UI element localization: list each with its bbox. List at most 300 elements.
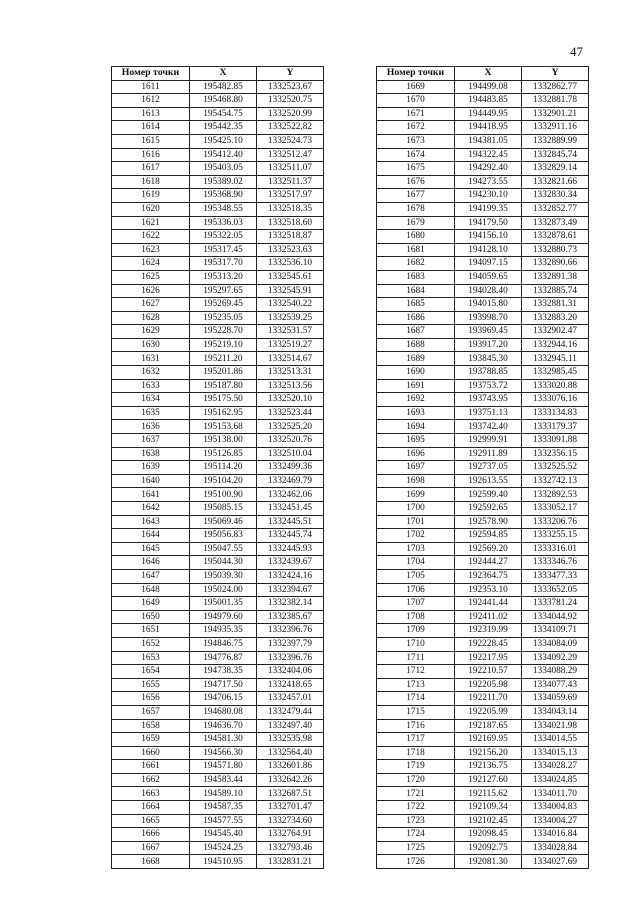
y-coordinate-cell: 1333652.05 [522,583,589,597]
table-row [112,814,324,828]
y-coordinate-cell: 1332881.78 [522,94,589,108]
point-number-cell: 1677 [377,189,455,203]
point-number-cell: 1713 [377,678,455,692]
table-row [377,665,589,679]
point-number-cell: 1663 [112,787,190,801]
table-row [112,828,324,842]
table-row [377,406,589,420]
y-coordinate-cell: 1334084.09 [522,637,589,651]
y-coordinate-cell: 1334077.43 [522,678,589,692]
x-coordinate-cell: 195056.83 [190,529,257,543]
y-coordinate-cell: 1334059.69 [522,692,589,706]
point-number-cell: 1651 [112,624,190,638]
x-coordinate-cell: 195269.45 [190,298,257,312]
x-coordinate-cell: 192169.95 [455,733,522,747]
point-number-cell: 1665 [112,814,190,828]
y-coordinate-cell: 1332830.34 [522,189,589,203]
y-coordinate-cell: 1332396.76 [257,651,324,665]
column-header-point: Номер точки [377,67,455,81]
point-number-cell: 1624 [112,257,190,271]
x-coordinate-cell: 194589.10 [190,787,257,801]
x-coordinate-cell: 194571.80 [190,760,257,774]
table-row [377,569,589,583]
table-row [112,515,324,529]
point-number-cell: 1718 [377,746,455,760]
x-coordinate-cell: 194381.05 [455,134,522,148]
table-row [377,243,589,257]
y-coordinate-cell: 1332469.79 [257,474,324,488]
y-coordinate-cell: 1333091.88 [522,434,589,448]
table-row [377,624,589,638]
y-coordinate-cell: 1332523.67 [257,80,324,94]
point-number-cell: 1631 [112,352,190,366]
y-coordinate-cell: 1332404.06 [257,665,324,679]
y-coordinate-cell: 1334109.71 [522,624,589,638]
y-coordinate-cell: 1332945.11 [522,352,589,366]
x-coordinate-cell: 195412.40 [190,148,257,162]
table-row [112,80,324,94]
y-coordinate-cell: 1334044.92 [522,610,589,624]
table-row [112,366,324,380]
x-coordinate-cell: 194738.35 [190,665,257,679]
y-coordinate-cell: 1334043.14 [522,705,589,719]
point-number-cell: 1652 [112,637,190,651]
table-row [377,420,589,434]
x-coordinate-cell: 192210.57 [455,665,522,679]
y-coordinate-cell: 1332511.37 [257,175,324,189]
point-number-cell: 1684 [377,284,455,298]
table-row [377,787,589,801]
y-coordinate-cell: 1333346.76 [522,556,589,570]
point-number-cell: 1691 [377,379,455,393]
y-coordinate-cell: 1332382.14 [257,597,324,611]
point-number-cell: 1707 [377,597,455,611]
y-coordinate-cell: 1332531.57 [257,325,324,339]
y-coordinate-cell: 1332517.97 [257,189,324,203]
x-coordinate-cell: 195317.70 [190,257,257,271]
y-coordinate-cell: 1332545.91 [257,284,324,298]
table-row [377,148,589,162]
y-coordinate-cell: 1334004.27 [522,814,589,828]
table-row [377,583,589,597]
table-row [112,488,324,502]
table-row [112,284,324,298]
x-coordinate-cell: 195153.68 [190,420,257,434]
x-coordinate-cell: 193845.30 [455,352,522,366]
x-coordinate-cell: 192911.89 [455,447,522,461]
point-number-cell: 1705 [377,569,455,583]
table-row [377,637,589,651]
point-number-cell: 1696 [377,447,455,461]
x-coordinate-cell: 195162.95 [190,406,257,420]
x-coordinate-cell: 195482.85 [190,80,257,94]
table-row [377,692,589,706]
table-row [377,773,589,787]
x-coordinate-cell: 194418.95 [455,121,522,135]
y-coordinate-cell: 1334015.13 [522,746,589,760]
y-coordinate-cell: 1332396.76 [257,624,324,638]
table-row [112,434,324,448]
point-number-cell: 1687 [377,325,455,339]
x-coordinate-cell: 192594.85 [455,529,522,543]
x-coordinate-cell: 194156.10 [455,230,522,244]
x-coordinate-cell: 194935.35 [190,624,257,638]
table-row [377,189,589,203]
x-coordinate-cell: 194230.10 [455,189,522,203]
table-row [377,175,589,189]
point-number-cell: 1629 [112,325,190,339]
x-coordinate-cell: 192102.45 [455,814,522,828]
point-number-cell: 1681 [377,243,455,257]
x-coordinate-cell: 195442.35 [190,121,257,135]
table-row [112,175,324,189]
y-coordinate-cell: 1332518.35 [257,202,324,216]
table-row [377,529,589,543]
point-number-cell: 1703 [377,542,455,556]
point-number-cell: 1659 [112,733,190,747]
table-header-row [377,67,589,81]
y-coordinate-cell: 1332881.31 [522,298,589,312]
y-coordinate-cell: 1332385.67 [257,610,324,624]
y-coordinate-cell: 1334024.85 [522,773,589,787]
point-number-cell: 1637 [112,434,190,448]
y-coordinate-cell: 1332764.91 [257,828,324,842]
y-coordinate-cell: 1332852.77 [522,202,589,216]
point-number-cell: 1632 [112,366,190,380]
table-row [377,379,589,393]
table-row [112,230,324,244]
x-coordinate-cell: 193969.45 [455,325,522,339]
point-number-cell: 1644 [112,529,190,543]
table-row [112,746,324,760]
x-coordinate-cell: 195187.80 [190,379,257,393]
x-coordinate-cell: 194846.75 [190,637,257,651]
point-number-cell: 1715 [377,705,455,719]
point-number-cell: 1638 [112,447,190,461]
y-coordinate-cell: 1333206.76 [522,515,589,529]
y-coordinate-cell: 1332793.46 [257,841,324,855]
table-row [377,461,589,475]
y-coordinate-cell: 1332518.60 [257,216,324,230]
point-number-cell: 1697 [377,461,455,475]
y-coordinate-cell: 1332890.66 [522,257,589,271]
point-number-cell: 1708 [377,610,455,624]
y-coordinate-cell: 1333020.88 [522,379,589,393]
table-row [112,624,324,638]
y-coordinate-cell: 1332518.87 [257,230,324,244]
x-coordinate-cell: 194028.40 [455,284,522,298]
y-coordinate-cell: 1332821.66 [522,175,589,189]
table-row [112,569,324,583]
column-header-y: Y [257,67,324,81]
x-coordinate-cell: 195024.00 [190,583,257,597]
table-row [112,841,324,855]
point-number-cell: 1688 [377,338,455,352]
x-coordinate-cell: 192136.75 [455,760,522,774]
point-number-cell: 1642 [112,502,190,516]
x-coordinate-cell: 195322.05 [190,230,257,244]
x-coordinate-cell: 195069.46 [190,515,257,529]
point-number-cell: 1689 [377,352,455,366]
point-number-cell: 1619 [112,189,190,203]
x-coordinate-cell: 192613.55 [455,474,522,488]
point-number-cell: 1611 [112,80,190,94]
table-row [112,121,324,135]
x-coordinate-cell: 192092.75 [455,841,522,855]
x-coordinate-cell: 193751.13 [455,406,522,420]
y-coordinate-cell: 1332520.75 [257,94,324,108]
x-coordinate-cell: 195100.90 [190,488,257,502]
y-coordinate-cell: 1332845.74 [522,148,589,162]
x-coordinate-cell: 194636.70 [190,719,257,733]
point-number-cell: 1630 [112,338,190,352]
y-coordinate-cell: 1332545.61 [257,270,324,284]
table-row [377,651,589,665]
table-row [377,434,589,448]
point-number-cell: 1695 [377,434,455,448]
x-coordinate-cell: 194322.45 [455,148,522,162]
point-number-cell: 1635 [112,406,190,420]
x-coordinate-cell: 195425.10 [190,134,257,148]
point-number-cell: 1716 [377,719,455,733]
column-header-x: X [455,67,522,81]
table-row [112,243,324,257]
y-coordinate-cell: 1332510.04 [257,447,324,461]
x-coordinate-cell: 194706.15 [190,692,257,706]
point-number-cell: 1668 [112,855,190,869]
table-row [112,393,324,407]
point-number-cell: 1625 [112,270,190,284]
table-row [377,474,589,488]
point-number-cell: 1676 [377,175,455,189]
point-number-cell: 1699 [377,488,455,502]
y-coordinate-cell: 1332520.99 [257,107,324,121]
point-number-cell: 1721 [377,787,455,801]
y-coordinate-cell: 1334011.70 [522,787,589,801]
point-number-cell: 1706 [377,583,455,597]
x-coordinate-cell: 194059.65 [455,270,522,284]
table-row [112,379,324,393]
table-row [112,855,324,869]
x-coordinate-cell: 194449.95 [455,107,522,121]
table-row [377,556,589,570]
table-row [112,556,324,570]
coordinates-table-left [111,66,324,869]
x-coordinate-cell: 194483.85 [455,94,522,108]
x-coordinate-cell: 192211.70 [455,692,522,706]
y-coordinate-cell: 1334028.84 [522,841,589,855]
table-row [112,542,324,556]
point-number-cell: 1643 [112,515,190,529]
y-coordinate-cell: 1332479.44 [257,705,324,719]
x-coordinate-cell: 193998.70 [455,311,522,325]
point-number-cell: 1657 [112,705,190,719]
y-coordinate-cell: 1332445.74 [257,529,324,543]
x-coordinate-cell: 195138.00 [190,434,257,448]
y-coordinate-cell: 1332902.47 [522,325,589,339]
y-coordinate-cell: 1332892.53 [522,488,589,502]
point-number-cell: 1641 [112,488,190,502]
y-coordinate-cell: 1332862.77 [522,80,589,94]
point-number-cell: 1714 [377,692,455,706]
y-coordinate-cell: 1334021.98 [522,719,589,733]
point-number-cell: 1656 [112,692,190,706]
point-number-cell: 1613 [112,107,190,121]
y-coordinate-cell: 1332356.15 [522,447,589,461]
x-coordinate-cell: 194179.50 [455,216,522,230]
point-number-cell: 1650 [112,610,190,624]
y-coordinate-cell: 1333052.17 [522,502,589,516]
point-number-cell: 1621 [112,216,190,230]
point-number-cell: 1723 [377,814,455,828]
table-row [112,461,324,475]
x-coordinate-cell: 195175.50 [190,393,257,407]
point-number-cell: 1646 [112,556,190,570]
point-number-cell: 1666 [112,828,190,842]
x-coordinate-cell: 194581.30 [190,733,257,747]
x-coordinate-cell: 195114.20 [190,461,257,475]
x-coordinate-cell: 194577.55 [190,814,257,828]
y-coordinate-cell: 1332394.67 [257,583,324,597]
point-number-cell: 1674 [377,148,455,162]
table-row [112,352,324,366]
y-coordinate-cell: 1332439.67 [257,556,324,570]
point-number-cell: 1623 [112,243,190,257]
point-number-cell: 1658 [112,719,190,733]
table-row [377,760,589,774]
x-coordinate-cell: 192228.45 [455,637,522,651]
x-coordinate-cell: 195403.05 [190,162,257,176]
x-coordinate-cell: 194199.35 [455,202,522,216]
y-coordinate-cell: 1334016.84 [522,828,589,842]
y-coordinate-cell: 1332687.51 [257,787,324,801]
table-row [377,202,589,216]
table-row [112,610,324,624]
y-coordinate-cell: 1332523.44 [257,406,324,420]
point-number-cell: 1612 [112,94,190,108]
table-row [112,311,324,325]
y-coordinate-cell: 1332424.16 [257,569,324,583]
table-row [377,515,589,529]
y-coordinate-cell: 1332901.21 [522,107,589,121]
table-row [377,216,589,230]
point-number-cell: 1627 [112,298,190,312]
x-coordinate-cell: 195454.75 [190,107,257,121]
point-number-cell: 1719 [377,760,455,774]
x-coordinate-cell: 192592.65 [455,502,522,516]
table-header-row [112,67,324,81]
point-number-cell: 1618 [112,175,190,189]
table-row [377,121,589,135]
y-coordinate-cell: 1334028.27 [522,760,589,774]
y-coordinate-cell: 1332889.99 [522,134,589,148]
point-number-cell: 1724 [377,828,455,842]
y-coordinate-cell: 1332601.86 [257,760,324,774]
table-row [377,610,589,624]
table-row [112,298,324,312]
point-number-cell: 1675 [377,162,455,176]
x-coordinate-cell: 195313.20 [190,270,257,284]
table-row [112,665,324,679]
point-number-cell: 1709 [377,624,455,638]
y-coordinate-cell: 1332985.45 [522,366,589,380]
x-coordinate-cell: 194776.87 [190,651,257,665]
table-row [112,529,324,543]
x-coordinate-cell: 194510.95 [190,855,257,869]
point-number-cell: 1640 [112,474,190,488]
y-coordinate-cell: 1333134.83 [522,406,589,420]
y-coordinate-cell: 1332418.65 [257,678,324,692]
point-number-cell: 1680 [377,230,455,244]
x-coordinate-cell: 195039.30 [190,569,257,583]
table-row [377,270,589,284]
x-coordinate-cell: 194524.25 [190,841,257,855]
table-row [112,705,324,719]
table-row [377,134,589,148]
table-row [377,488,589,502]
x-coordinate-cell: 192569.20 [455,542,522,556]
table-row [377,719,589,733]
page-number: 47 [570,44,583,59]
point-number-cell: 1661 [112,760,190,774]
x-coordinate-cell: 195297.65 [190,284,257,298]
table-row [112,406,324,420]
x-coordinate-cell: 192187.65 [455,719,522,733]
x-coordinate-cell: 195047.55 [190,542,257,556]
table-row [377,814,589,828]
table-row [377,257,589,271]
y-coordinate-cell: 1334027.69 [522,855,589,869]
point-number-cell: 1664 [112,801,190,815]
x-coordinate-cell: 194015.80 [455,298,522,312]
y-coordinate-cell: 1332524.73 [257,134,324,148]
table-row [377,801,589,815]
y-coordinate-cell: 1334088.29 [522,665,589,679]
point-number-cell: 1693 [377,406,455,420]
x-coordinate-cell: 192205.99 [455,705,522,719]
y-coordinate-cell: 1332911.16 [522,121,589,135]
x-coordinate-cell: 192353.10 [455,583,522,597]
x-coordinate-cell: 193788.85 [455,366,522,380]
table-row [377,841,589,855]
x-coordinate-cell: 195219.10 [190,338,257,352]
x-coordinate-cell: 195126.85 [190,447,257,461]
y-coordinate-cell: 1332878.61 [522,230,589,244]
table-row [112,597,324,611]
table-row [377,597,589,611]
y-coordinate-cell: 1332944.16 [522,338,589,352]
x-coordinate-cell: 195211.20 [190,352,257,366]
y-coordinate-cell: 1332701.47 [257,801,324,815]
point-number-cell: 1672 [377,121,455,135]
point-number-cell: 1673 [377,134,455,148]
x-coordinate-cell: 194680.08 [190,705,257,719]
point-number-cell: 1698 [377,474,455,488]
y-coordinate-cell: 1332540.22 [257,298,324,312]
column-header-x: X [190,67,257,81]
point-number-cell: 1690 [377,366,455,380]
y-coordinate-cell: 1332462.06 [257,488,324,502]
table-row [112,202,324,216]
table-row [112,651,324,665]
coordinates-table-right [376,66,589,869]
table-row [377,107,589,121]
y-coordinate-cell: 1332539.25 [257,311,324,325]
table-row [112,107,324,121]
table-row [377,352,589,366]
y-coordinate-cell: 1332512.47 [257,148,324,162]
x-coordinate-cell: 195001.35 [190,597,257,611]
